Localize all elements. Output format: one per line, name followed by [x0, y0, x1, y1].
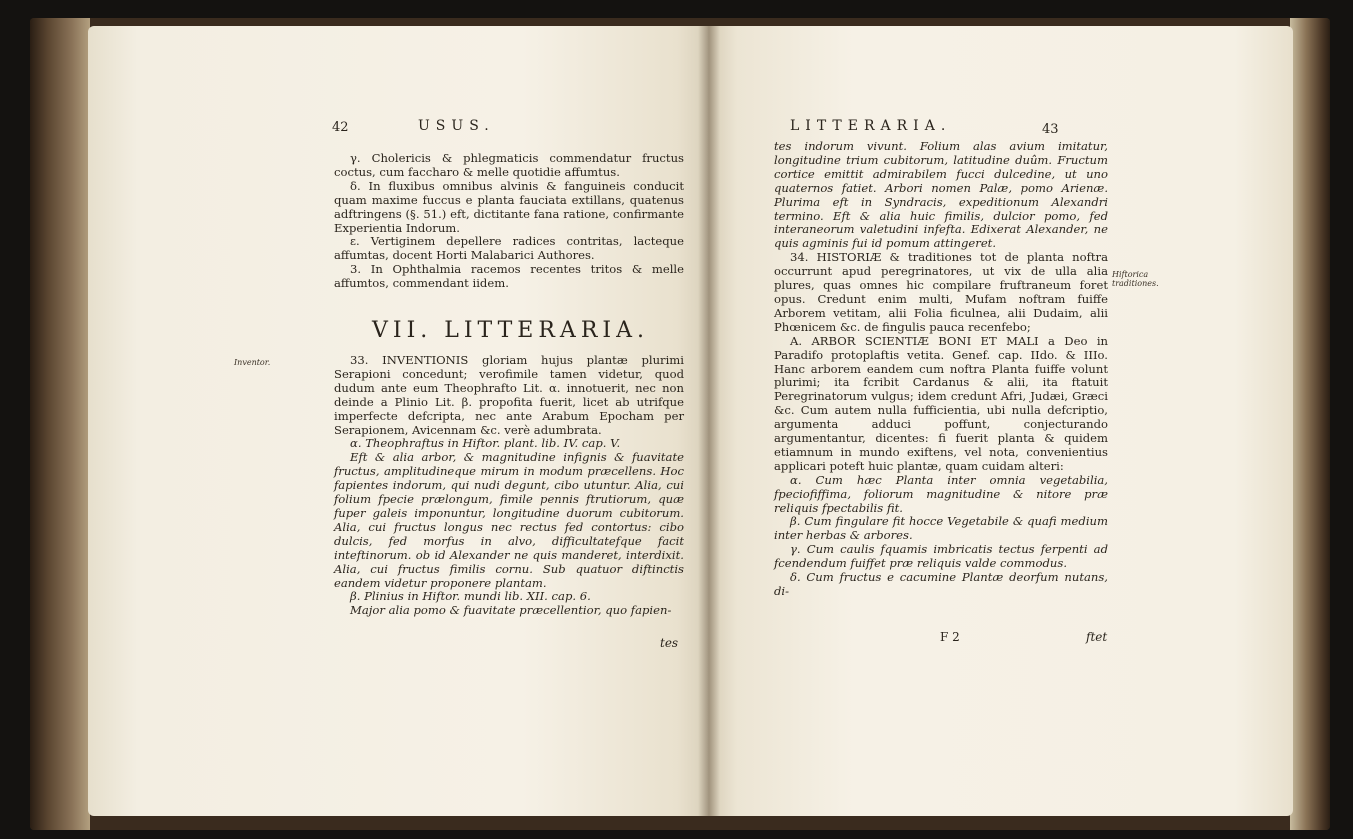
right-page — [708, 26, 1293, 816]
catchword: tes — [660, 636, 679, 650]
list-item: α. Cum hæc Planta inter omnia vegetabilia, fpeciofiffima, foliorum magnitudine & nitore præ reliquis fpectabilis fit. — [774, 472, 1108, 515]
margin-note: Inventor. — [234, 358, 271, 367]
book-gutter — [698, 26, 720, 816]
citation: β. Plinius in Hiftor. mundi lib. XII. cap. 6. — [350, 589, 591, 604]
page-number: 43 — [1042, 122, 1059, 137]
text-block-lower — [334, 354, 684, 618]
catchword: ftet — [1086, 630, 1108, 644]
quotation: tes indorum vivunt. Folium alas avium imitatur, longitudine trium cubitorum, latitudine duûm. Fructum cortice emittit admirabilem fucci dulcedine, ut uno quaternos fatiet. Arbori nomen Palæ, pomo Arienæ. Plurima eft in Syndracis, expeditionum Alexandri termino. Eft & alia huic fimilis, dulcior pomo, fed interaneorum valetudini infefta. Edixerat Alexander, ne quis agminis fui id pomum attingeret. — [774, 139, 1108, 251]
page-number: 42 — [332, 120, 349, 135]
quotation: Eft & alia arbor, & magnitudine infignis & fuavitate fructus, amplitudineque mirum in modum præcellens. Hoc fapientes indorum, qui nudi degunt, cibo utuntur. Alia, cui folium fpecie prælongum, fimile pennis ftrutiorum, quæ fuper galeis imponuntur, longitudine duorum cubitorum. Alia, cui fructus longus nec rectus fed contortus: cibo dulcis, fed morfus in alvo, difficultatefque facit inteftinorum. ob id Alexander ne quis manderet, interdixit. Alia, cui fructus fimilis cornu. Sub quatuor diftinctis eandem videtur proponere plantam. — [334, 450, 684, 590]
list-item: β. Cum fingulare fit hocce Vegetabile & quafi medium inter herbas & arbores. — [774, 514, 1108, 543]
paragraph: 3. In Ophthalmia racemos recentes tritos & melle affumtos, commendant iidem. — [334, 262, 684, 291]
book-edge-left — [30, 18, 90, 830]
running-head: USUS. — [418, 118, 495, 134]
running-head: LITTERARIA. — [790, 118, 952, 134]
book-edge-right — [1290, 18, 1330, 830]
paragraph: ε. Vertiginem depellere radices contritas, lacteque affumtas, docent Horti Malabarici Authores. — [334, 234, 684, 263]
left-page — [88, 26, 708, 816]
text-block — [774, 140, 1108, 599]
signature-mark: F 2 — [940, 630, 960, 644]
section-title: VII. LITTERARIA. — [372, 318, 649, 343]
list-item: δ. Cum fructus e cacumine Plantæ deorfum nutans, di- — [774, 570, 1108, 598]
paragraph: 33. INVENTIONIS gloriam hujus plantæ plurimi Serapioni concedunt; verofimile tamen videtur, quod dudum ante eum Theophrafto Lit. α. innotuerit, nec non deinde a Plinio Lit. β. propofita fuerit, licet ab utrifque imperfecte defcripta, nec ante Arabum Epocham per Serapionem, Avicennam &c. verè adumbrata. — [334, 353, 684, 437]
paragraph: A. ARBOR SCIENTIÆ BONI ET MALI a Deo in Paradifo protoplaftis vetita. Genef. cap. IIdo. & IIIo. Hanc arborem eandem cum noftra Planta fuiffe volunt plurimi; ita fcribit Cardanus & alii, ita ftatuit Peregrinatorum vulgus; idem credunt Afri, Judæi, Græci &c. Cum autem nulla fufficientia, ubi nulla defcriptio, argumenta adduci poffunt, conjecturando argumentantur, dicentes: fi fuerit planta & quidem etiamnum in mundo exiftens, vel nota, convenientius applicari poteft huic plantæ, quam cuidam alteri: — [774, 333, 1108, 473]
paragraph: γ. Cholericis & phlegmaticis commendatur fructus coctus, cum faccharo & melle quotidie affumtus. — [334, 151, 684, 179]
quotation: Major alia pomo & fuavitate præcellentior, quo fapien- — [350, 603, 672, 618]
paragraph: δ. In fluxibus omnibus alvinis & fanguineis conducit quam maxime fuccus e planta fauciata extillans, quatenus adftringens (§. 51.) eft, dictitante fana ratione, confirmante Experientia Indorum. — [334, 178, 684, 235]
open-book — [30, 18, 1330, 830]
paragraph: 34. HISTORIÆ & traditiones tot de planta noftra occurrunt apud peregrinatores, ut vix de ulla alia plures, quas omnes hic compilare fruftraneum foret opus. Credunt enim multi, Mufam noftram fuiffe Arborem vetitam, alii Folia ficulnea, alii Dudaim, alii Phœnicem &c. de fingulis pauca recenfebo; — [774, 250, 1108, 334]
text-block-upper — [334, 152, 684, 291]
margin-note: Hiftorica traditiones. — [1112, 270, 1159, 288]
citation: α. Theophraftus in Hiftor. plant. lib. IV. cap. V. — [350, 436, 621, 451]
list-item: γ. Cum caulis fquamis imbricatis tectus ferpenti ad fcendendum fuiffet præ reliquis valde commodus. — [774, 542, 1108, 571]
